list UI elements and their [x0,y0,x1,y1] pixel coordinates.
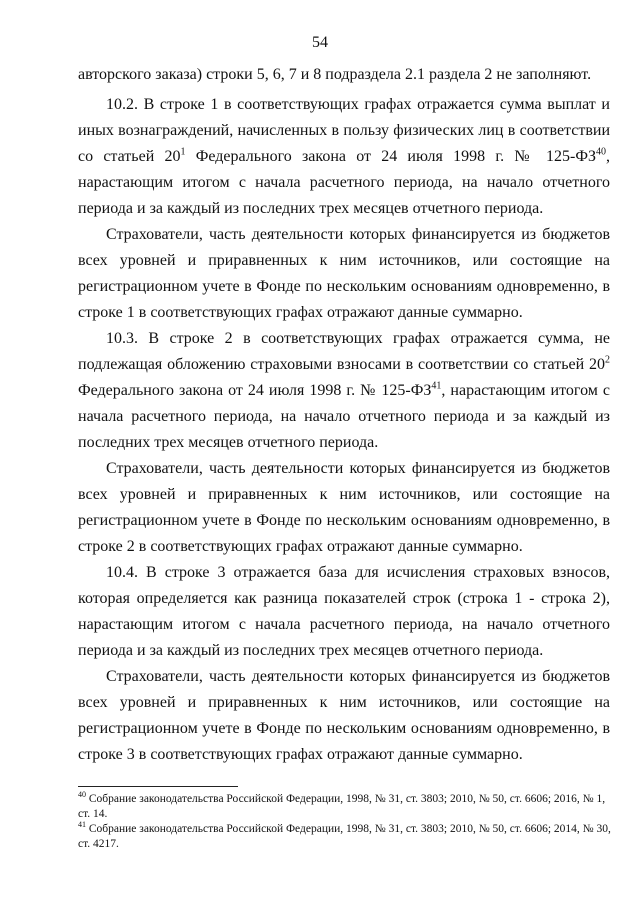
paragraph-text: , нарастающим итогом с начала расчетного периода, на начало отчетного периода и за каждый из последних трех месяцев отчетного периода. [78,382,611,451]
paragraph-text: , нарастающим итогом с начала расчетного периода, на начало отчетного периода и за каждый из последних трех месяцев отчетного периода. [78,148,611,217]
footnote-text: Собрание законодательства Российской Федерации, 1998, № 31, ст. 3803; 2010, № 50, ст. 6606; 2016, № 1, ст. 14. [78,793,606,820]
paragraph-text: Федерального закона от 24 июля 1998 г. № 125-ФЗ [185,148,597,165]
paragraph-text: 10.3. В строке 2 в соответствующих графах отражается сумма, не подлежащая обложению страховыми взносами в соответствии со статьей 20 [78,330,610,373]
paragraph-insurers-2 [78,456,610,560]
paragraph-continuation: авторского заказа) строки 5, 6, 7 и 8 подраздела 2.1 раздела 2 не заполняют. [78,66,592,83]
paragraph-10-3 [78,326,610,456]
paragraph-text: Страхователи, часть деятельности которых финансируется из бюджетов всех уровней и приравненных к ним источников, или состоящие на регистрационном учете в Фонде по нескольким основаниям одновременно, в строке 3 в соответствующих графах отражают данные суммарно. [78,668,610,763]
footnote-40 [78,792,618,822]
superscript: 1 [180,146,186,158]
footnote-divider [78,786,238,787]
footnote-mark: 41 [78,820,86,830]
footnote-mark: 40 [78,790,86,800]
paragraph-10-2 [78,92,610,222]
paragraph-text: Страхователи, часть деятельности которых финансируется из бюджетов всех уровней и приравненных к ним источников, или состоящие на регистрационном учете в Фонде по нескольким основаниям одновременно, в строке 1 в соответствующих графах отражают данные суммарно. [78,226,610,321]
page-number: 54 [312,34,328,51]
superscript: 2 [605,354,610,366]
paragraph-text: 10.2. В строке 1 в соответствующих графах отражается сумма выплат и иных вознаграждений, начисленных в пользу физических лиц в соответствии со статьей 20 [78,96,610,165]
paragraph-text: 10.4. В строке 3 отражается база для исчисления страховых взносов, которая определяется как разница показателей строк (строка 1 - строка 2), нарастающим итогом с начала расчетного периода, на начало отчетного периода и за каждый из последних трех месяцев отчетного периода. [78,564,610,659]
paragraph-text: Страхователи, часть деятельности которых финансируется из бюджетов всех уровней и приравненных к ним источников, или состоящие на регистрационном учете в Фонде по нескольким основаниям одновременно, в строке 2 в соответствующих графах отражают данные суммарно. [78,460,610,555]
paragraph-10-4 [78,560,610,664]
footnote-ref-40: 40 [596,146,607,158]
footnote-ref-41: 41 [431,380,442,392]
footnote-text: Собрание законодательства Российской Федерации, 1998, № 31, ст. 3803; 2010, № 50, ст. 6606; 2014, № 30, ст. 4217. [78,823,611,850]
paragraph-insurers-1 [78,222,610,326]
paragraph-text: Федерального закона от 24 июля 1998 г. № 125-ФЗ [78,382,432,399]
paragraph-insurers-3 [78,664,610,768]
footnote-41 [78,822,618,852]
